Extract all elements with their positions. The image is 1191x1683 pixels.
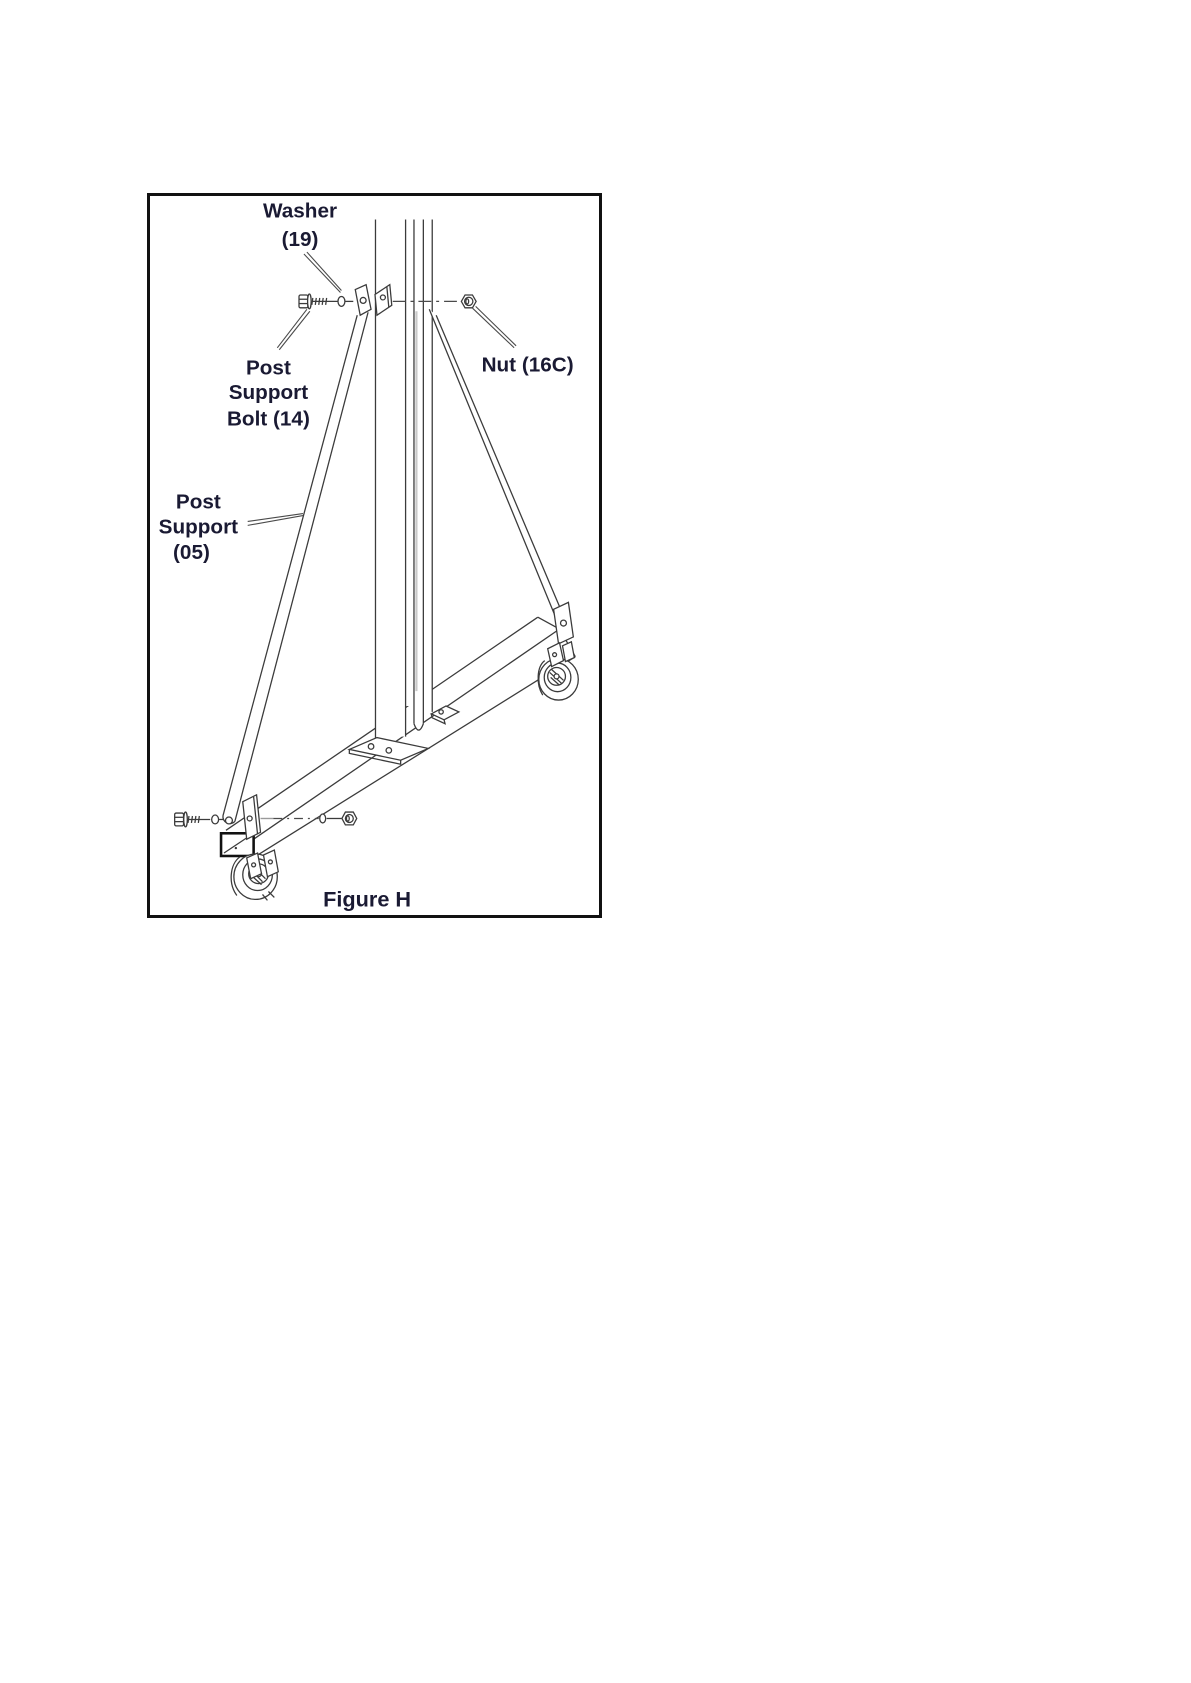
washer-bottom-2	[320, 814, 326, 823]
washer-bottom	[212, 815, 219, 824]
bolt-head-top	[299, 295, 308, 308]
post-support-bolt-label-line1: Post	[245, 356, 291, 380]
post-support-label-line3: (05)	[173, 540, 210, 564]
post-support-bolt-top	[299, 294, 337, 309]
post-support-bolt-bottom	[175, 812, 211, 827]
post-support-label-line1: Post	[175, 490, 221, 514]
post-base-plate	[349, 738, 428, 765]
rear-post-plate	[431, 706, 459, 724]
post-support-bolt-label-line2: Support	[228, 381, 309, 405]
bolt-head-bottom	[175, 813, 184, 826]
assembly-diagram	[150, 196, 599, 915]
nut-label: Nut (16C)	[481, 353, 574, 377]
figure-frame	[147, 193, 602, 918]
caster-left	[231, 850, 278, 900]
caster-right	[538, 642, 578, 700]
support-top-bracket	[355, 285, 371, 316]
washer-label-line2: (19)	[281, 228, 319, 252]
nut-top	[461, 295, 476, 308]
beam-bracket-bottom	[243, 795, 261, 839]
nut-bottom	[342, 812, 357, 825]
support-left-hole	[225, 817, 232, 824]
post-support-label-line2: Support	[158, 515, 239, 539]
washer-label-line1: Washer	[262, 199, 338, 223]
figure-caption: Figure H	[323, 886, 412, 912]
washer-top	[338, 296, 345, 306]
support-right-hole	[561, 620, 567, 626]
post-support-bolt-label-line3: Bolt (14)	[226, 407, 310, 431]
